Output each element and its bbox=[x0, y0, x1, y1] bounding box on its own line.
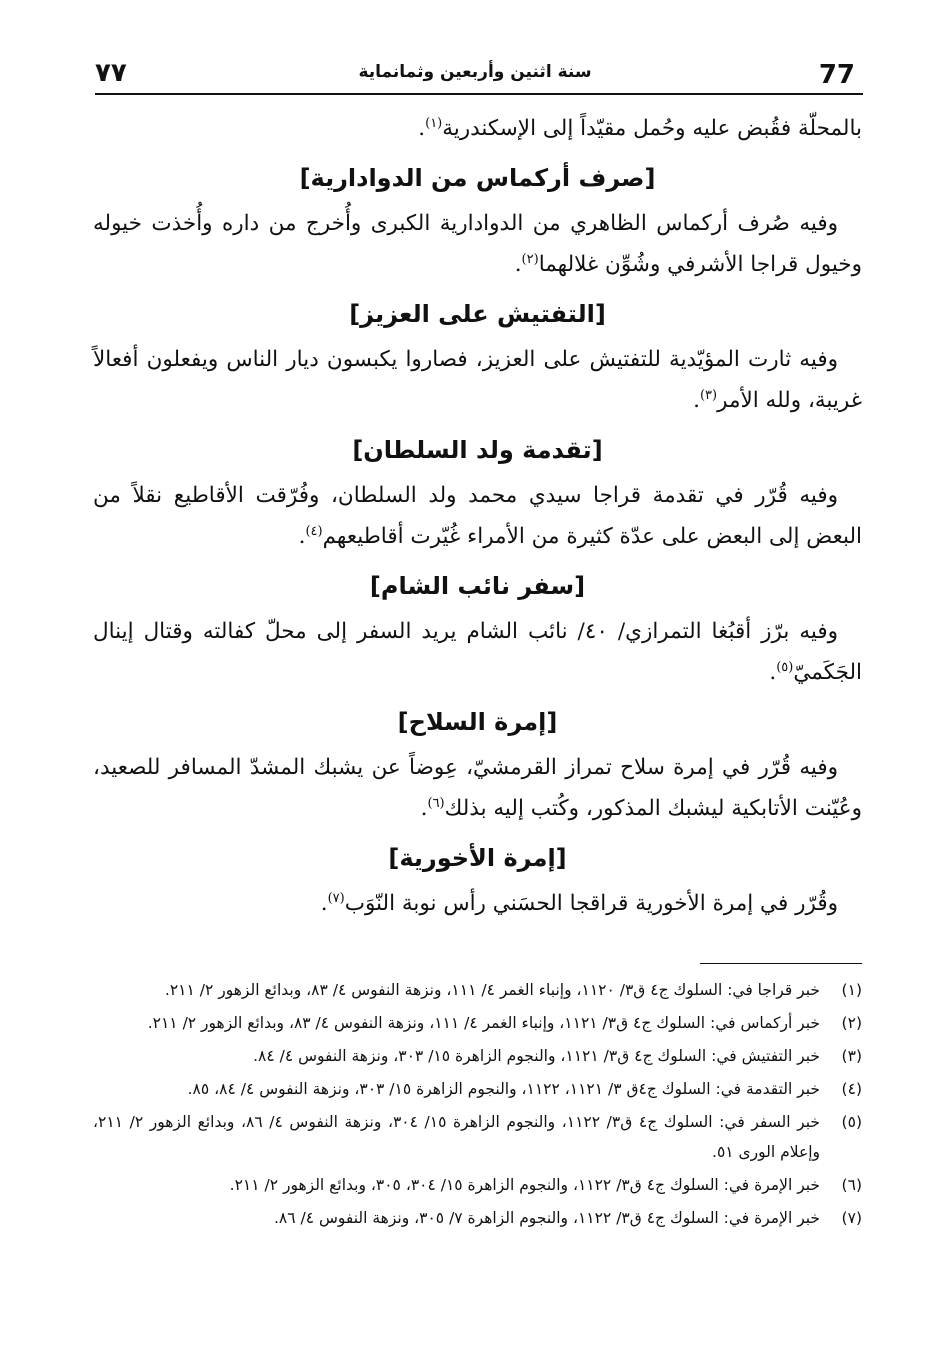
section-paragraph: وقُرّر في إمرة الأخورية قراقجا الحسَني رأس نوبة النّوَب$^{(٧)}$. bbox=[320, 890, 838, 916]
footnote-number: (٧) bbox=[841, 1209, 862, 1227]
header-rule bbox=[95, 93, 863, 95]
footnote-ref: (٤) bbox=[305, 523, 323, 539]
footnote-ref: (٣) bbox=[699, 387, 718, 403]
footnote-text: خبر الإمرة في: السلوك ج٤ ق٣/ ١١٢٢، والنجوم الزاهرة ١٥/ ٣٠٤، ٣٠٥، وبدائع الزهور ٢/ ٢١١. bbox=[229, 1176, 820, 1194]
footnote-ref: (٧) bbox=[327, 890, 345, 906]
footnote-number: (٢) bbox=[841, 1014, 862, 1032]
section-paragraph: وفيه صُرف أركماس الظاهري من الدوادارية الكبرى وأُخرج من داره وأُخذت خيوله وخيول قراجا الأشرفي وشُوِّن غلالهما$^{(٢)}$. bbox=[93, 211, 862, 277]
section-paragraph: وفيه قُرّر في تقدمة قراجا سيدي محمد ولد السلطان، وفُرّقت الأقاطيع نقلاً من البعض إلى البعض على عدّة كثيرة من الأمراء غُيّرت أقاطيعهم$^{(٤)}$. bbox=[93, 483, 862, 549]
section-paragraph: وفيه قُرّر في إمرة سلاح تمراز القرمشيّ، عِوضاً عن يشبك المشدّ المسافر للصعيد، وعُيّنت الأتابكية ليشبك المذكور، وكُتب إليه بذلك$^{(٦)}$. bbox=[93, 755, 862, 821]
footnote-ref: (٢) bbox=[521, 251, 539, 267]
section-heading: [تقدمة ولد السلطان] bbox=[352, 436, 603, 464]
section-heading: [إمرة السلاح] bbox=[397, 708, 558, 736]
footnote-number: (٤) bbox=[841, 1080, 862, 1098]
footnote-ref: (٥) bbox=[776, 659, 794, 675]
footnote bbox=[93, 1170, 862, 1200]
footnote-number: (٥) bbox=[841, 1113, 862, 1131]
footnote bbox=[93, 1074, 862, 1104]
section-paragraph: وفيه برّز أقبُغا التمرازي/ ٤٠/ نائب الشام يريد السفر إلى محلّ كفالته وقتال إينال الجَكَميّ$^{(٥)}$. bbox=[93, 619, 862, 685]
footnote-text: خبر الإمرة في: السلوك ج٤ ق٣/ ١١٢٢، والنجوم الزاهرة ٧/ ٣٠٥، ونزهة النفوس ٤/ ٨٦. bbox=[273, 1209, 820, 1227]
footnote-ref: (١) bbox=[425, 115, 443, 131]
footnotes bbox=[93, 975, 862, 1236]
footnote-text: خبر السفر في: السلوك ج٤ ق٣/ ١١٢٢، والنجوم الزاهرة ١٥/ ٣٠٤، ونزهة النفوس ٤/ ٨٦، وبدائع الزهور ٢/ ٢١١، وإعلام الورى ٥١. bbox=[93, 1113, 820, 1161]
page-number-arabic: ٧٧ bbox=[95, 58, 127, 88]
running-header bbox=[95, 52, 855, 92]
section-heading: [التفتيش على العزيز] bbox=[349, 300, 606, 328]
footnote-number: (٦) bbox=[841, 1176, 862, 1194]
intro-paragraph: بالمحلّة فقُبض عليه وحُمل مقيّداً إلى الإسكندرية$^{(١)}$. bbox=[418, 115, 862, 141]
footnote-ref: (٦) bbox=[427, 795, 445, 811]
footnote bbox=[93, 1107, 862, 1167]
section-heading: [إمرة الأخورية] bbox=[388, 844, 567, 872]
footnote bbox=[93, 975, 862, 1005]
footnote-number: (١) bbox=[841, 981, 862, 999]
footnote-text: خبر أركماس في: السلوك ج٤ ق٣/ ١١٢١، وإنباء الغمر ٤/ ١١١، ونزهة النفوس ٤/ ٨٣، وبدائع الزهور ٢/ ٢١١. bbox=[147, 1014, 820, 1032]
footnote-text: خبر قراجا في: السلوك ج٤ ق٣/ ١١٢٠، وإنباء الغمر ٤/ ١١١، ونزهة النفوس ٤/ ٨٣، وبدائع الزهور ٢/ ٢١١. bbox=[164, 981, 820, 999]
section-heading: [صرف أركماس من الدوادارية] bbox=[299, 164, 656, 192]
section-heading: [سفر نائب الشام] bbox=[369, 572, 586, 600]
footnote-separator bbox=[700, 963, 862, 964]
page-number-latin: 77 bbox=[818, 60, 855, 90]
running-title: سنة اثنين وأربعين وثمانماية bbox=[358, 62, 592, 82]
footnote bbox=[93, 1008, 862, 1038]
footnote bbox=[93, 1041, 862, 1071]
footnote bbox=[93, 1203, 862, 1233]
footnote-text: خبر التقدمة في: السلوك ج٤ق ٣/ ١١٢١، ١١٢٢، والنجوم الزاهرة ١٥/ ٣٠٣، ونزهة النفوس ٤/ ٨٤، ٨٥. bbox=[187, 1080, 820, 1098]
footnote-number: (٣) bbox=[841, 1047, 862, 1065]
footnote-text: خبر التفتيش في: السلوك ج٤ ق٣/ ١١٢١، والنجوم الزاهرة ١٥/ ٣٠٣، ونزهة النفوس ٤/ ٨٤. bbox=[253, 1047, 820, 1065]
section-paragraph: وفيه ثارت المؤيّدية للتفتيش على العزيز، فصاروا يكبسون ديار الناس ويفعلون أفعالاً غريبة، ولله الأمر$^{(٣)}$. bbox=[93, 347, 862, 413]
main-text bbox=[93, 108, 862, 924]
